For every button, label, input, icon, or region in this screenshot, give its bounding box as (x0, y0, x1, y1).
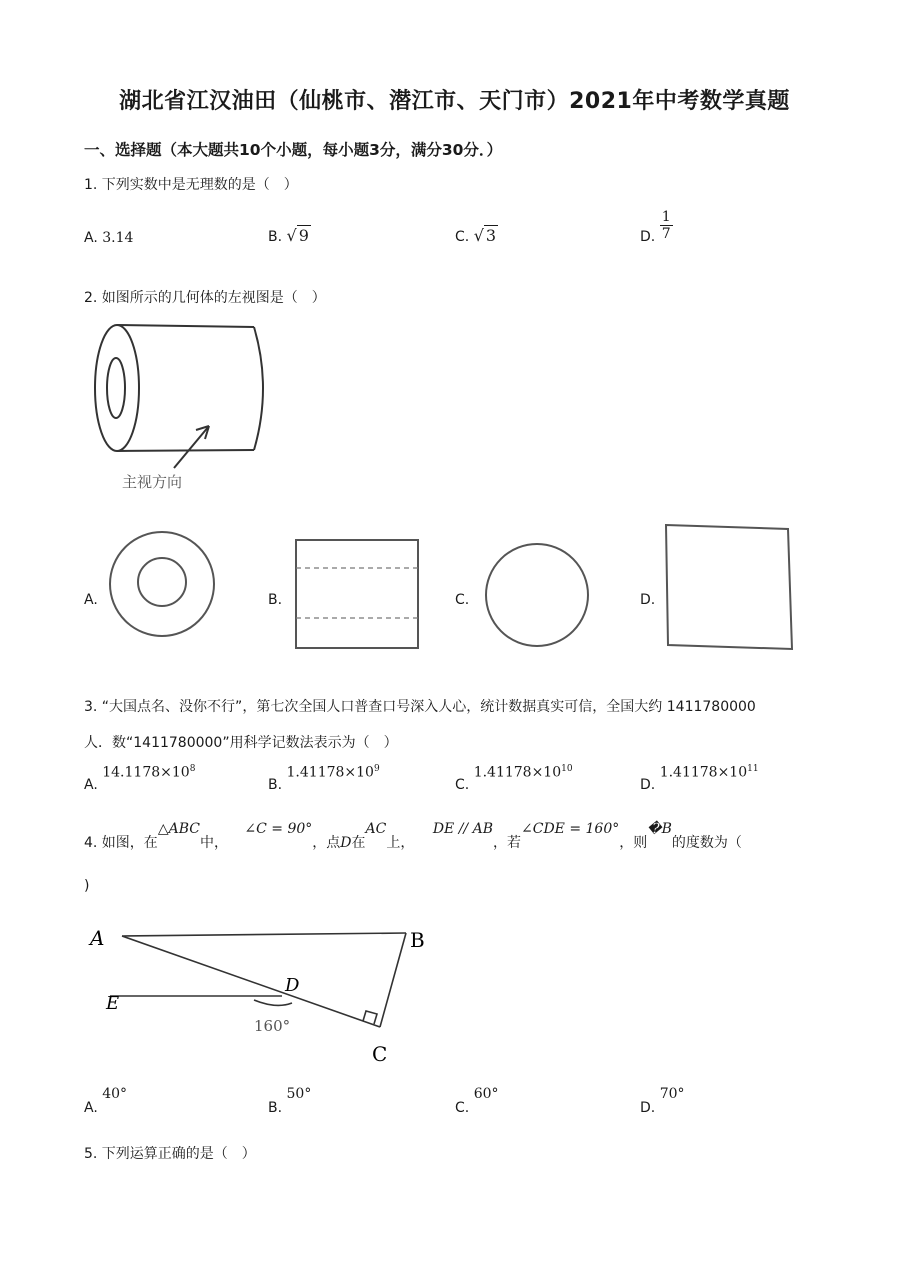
q2-option-b-label[interactable]: B. (268, 592, 283, 608)
q4-angle-b: �B (647, 821, 672, 837)
q4-option-d-label: D. (640, 1100, 656, 1116)
q1-option-d-label: D. (640, 229, 656, 245)
cylinder-back-edge (254, 327, 263, 450)
q2-option-a-label[interactable]: A. (84, 592, 98, 608)
q4-option-b-label: B. (268, 1100, 283, 1116)
q4-parallel: DE // AB (432, 821, 493, 837)
q3-option-b-exponent: 9 (373, 764, 380, 774)
q5-stem: 5. 下列运算正确的是（ ） (84, 1146, 256, 1162)
q1-option-c-radicand: 3 (485, 226, 497, 245)
q1-option-b-radicand: 9 (298, 226, 309, 245)
q2-cylinder-figure (84, 318, 284, 498)
q4-option-b-value: 50° (286, 1086, 312, 1102)
label-e: E (106, 993, 120, 1014)
q3-option-d[interactable] (640, 764, 759, 793)
q3-option-b[interactable] (268, 764, 380, 793)
q4-option-c[interactable] (455, 1086, 499, 1116)
q4-option-d-value: 70° (659, 1086, 685, 1102)
label-a: A (90, 926, 105, 950)
cylinder-bottom-edge (117, 450, 254, 451)
q1-option-a-label: A. (84, 230, 98, 246)
q3-option-a-exponent: 8 (189, 764, 196, 774)
q4-option-c-label: C. (455, 1100, 470, 1116)
q4-option-a-value: 40° (102, 1086, 128, 1102)
label-b: B (410, 928, 425, 952)
q3-option-c-exponent: 10 (561, 764, 573, 774)
q3-option-d-mantissa: 1.41178×10 (659, 764, 748, 781)
q3-option-b-label: B. (268, 776, 283, 793)
q3-option-a-mantissa: 14.1178×10 (102, 764, 190, 781)
q4-text-zhong: 中， (199, 835, 228, 851)
q4-option-b[interactable] (268, 1086, 312, 1116)
inner-circle (138, 558, 186, 606)
q1-option-c[interactable] (455, 226, 498, 245)
q4-angle-c: ∠C = 90° (244, 821, 313, 837)
cylinder-front-face (95, 325, 139, 451)
outer-circle (110, 532, 214, 636)
q4-text-ze: ，则 (619, 835, 648, 851)
q1-option-d-numerator: 1 (661, 208, 671, 225)
q4-text-ruo: ，若 (493, 835, 521, 851)
cylinder-hole (107, 358, 125, 418)
q2-option-a-figure[interactable] (104, 526, 224, 646)
section-heading: 一、选择题（本大题共10个小题，每小题3分，满分30分．） (84, 141, 503, 159)
segment-ab (122, 933, 406, 936)
segment-ac (122, 936, 380, 1027)
q2-option-c-label[interactable]: C. (455, 592, 470, 608)
q4-text-zai: 在 (351, 835, 366, 851)
single-circle (486, 544, 588, 646)
q1-option-d-denominator: 7 (661, 225, 671, 242)
angle-arc (254, 1000, 292, 1005)
q3-option-c-label: C. (455, 776, 470, 793)
q3-option-c[interactable] (455, 764, 573, 793)
q3-option-b-mantissa: 1.41178×10 (286, 764, 374, 781)
q3-stem-line1: 3. “大国点名、没你不行”，第七次全国人口普查口号深入人心，统计数据真实可信，全国大约 1411780000 (84, 699, 756, 715)
q4-angle-cde: ∠CDE = 160° (521, 821, 620, 837)
q4-text-shang: 上， (386, 835, 415, 851)
q1-option-b-sqrt: √ 9 (286, 226, 309, 245)
label-angle-160: 160° (254, 1017, 291, 1035)
q4-stem-close: ) (84, 878, 90, 894)
q4-triangle-abc: △ABC (157, 821, 200, 837)
q1-option-b-label: B. (268, 229, 283, 245)
segment-bc (380, 933, 406, 1027)
cylinder-top-edge (117, 325, 254, 327)
q4-text-point: ，点 (312, 835, 341, 851)
label-c: C (372, 1042, 388, 1066)
q3-stem-line2: 人．数“1411780000”用科学记数法表示为（ ） (84, 735, 398, 751)
q4-option-c-value: 60° (473, 1086, 499, 1102)
q4-text-dushu: 的度数为（ (671, 835, 742, 851)
q2-stem: 2. 如图所示的几何体的左视图是（ ） (84, 290, 326, 306)
q3-option-d-label: D. (640, 776, 656, 793)
q3-option-a[interactable] (84, 764, 196, 793)
q1-stem: 1. 下列实数中是无理数的是（ ） (84, 177, 298, 193)
square-outline (666, 525, 792, 649)
q4-option-d[interactable] (640, 1086, 685, 1116)
q4-option-a[interactable] (84, 1086, 128, 1116)
q3-option-a-label: A. (84, 776, 98, 793)
q1-option-a-value: 3.14 (102, 230, 134, 246)
q2-option-b-figure[interactable] (290, 536, 422, 652)
q4-stem-prefix: 4. 如图，在 (84, 835, 158, 851)
q2-option-d-figure[interactable] (660, 521, 800, 655)
q2-figure-caption: 主视方向 (122, 473, 183, 491)
q1-option-c-sqrt: √ 3 (473, 226, 497, 245)
q3-option-c-mantissa: 1.41178×10 (473, 764, 562, 781)
q1-option-b[interactable] (268, 226, 311, 245)
q4-triangle-figure (84, 915, 444, 1075)
view-direction-arrow (174, 426, 209, 468)
q1-option-c-label: C. (455, 229, 470, 245)
outer-rectangle (296, 540, 418, 648)
q4-stem (84, 818, 742, 851)
q1-option-d-fraction (660, 209, 673, 242)
q4-segment-ac: AC (365, 821, 387, 837)
q4-option-a-label: A. (84, 1100, 98, 1116)
q2-option-c-figure[interactable] (482, 540, 594, 652)
q1-option-a[interactable] (84, 230, 133, 246)
q3-option-d-exponent: 11 (747, 764, 759, 774)
q1-option-d[interactable] (640, 205, 673, 245)
q4-point-d: D (340, 835, 352, 851)
paper-title: 湖北省江汉油田（仙桃市、潜江市、天门市）2021年中考数学真题 (119, 89, 790, 114)
q2-option-d-label[interactable]: D. (640, 592, 656, 608)
label-d: D (285, 975, 300, 996)
